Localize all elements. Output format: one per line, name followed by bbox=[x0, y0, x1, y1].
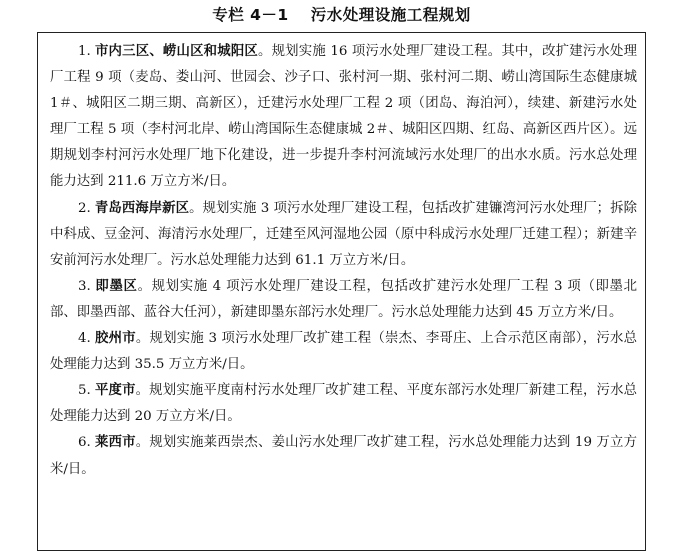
box-title bbox=[0, 4, 683, 26]
item-region: 即墨区 bbox=[94, 278, 138, 294]
item-region: 莱西市 bbox=[94, 435, 136, 451]
box-heading: 污水处理设施工程规划 bbox=[310, 6, 471, 24]
item-region: 平度市 bbox=[94, 383, 136, 399]
plan-item-3 bbox=[50, 274, 637, 326]
plan-item-6 bbox=[50, 430, 637, 482]
plan-item-2 bbox=[50, 196, 637, 274]
item-number: 4. bbox=[78, 331, 91, 347]
item-text: 。规划实施 16 项污水处理厂建设工程。其中，改扩建污水处理厂工程 9 项（麦岛、娄山河、世园会、沙子口、张村河一期、张村河二期、崂山湾国际生态健康城 1＃、城阳区二期三期、高新区），迁建污水处理厂工程 2 项（团岛、海泊河），续建、新建污水处理厂工程 5 项（李村河北岸、崂山湾国际生态健康城 2＃、城阳区四期、红岛、高新区西片区）。远期规划李村河污水处理厂地下化建设，进一步提升李村河流域污水处理厂的出水水质。污水总处理能力达到 211.6 万立方米/日。 bbox=[50, 44, 637, 190]
item-text: 。规划实施 3 项污水处理厂建设工程，包括改扩建镰湾河污水处理厂；拆除中科成、豆金河、海清污水处理厂，迁建至风河湿地公园（原中科成污水处理厂迁建工程）；新建辛安前河污水处理厂。污水总处理能力达到 61.1 万立方米/日。 bbox=[50, 200, 638, 268]
item-text: 。规划实施莱西崇杰、姜山污水处理厂改扩建工程，污水总处理能力达到 19 万立方米/日。 bbox=[50, 435, 637, 477]
item-text: 。规划实施 4 项污水处理厂建设工程，包括改扩建污水处理厂工程 3 项（即墨北部、即墨西部、蓝谷大任河），新建即墨东部污水处理厂。污水总处理能力达到 45 万立方米/日。 bbox=[50, 278, 637, 320]
item-number: 1. bbox=[78, 44, 91, 59]
item-number: 2. bbox=[78, 200, 91, 216]
item-region: 胶州市 bbox=[94, 331, 136, 347]
item-region: 市内三区、崂山区和城阳区 bbox=[94, 44, 259, 59]
item-number: 3. bbox=[78, 278, 91, 294]
item-number: 5. bbox=[78, 383, 91, 399]
plan-item-4 bbox=[50, 326, 637, 378]
item-number: 6. bbox=[78, 435, 91, 451]
item-region: 青岛西海岸新区 bbox=[94, 200, 190, 216]
item-text: 。规划实施 3 项污水处理厂改扩建工程（崇杰、李哥庄、上合示范区南部），污水总处理能力达到 35.5 万立方米/日。 bbox=[50, 331, 637, 373]
item-text: 。规划实施平度南村污水处理厂改扩建工程、平度东部污水处理厂新建工程，污水总处理能力达到 20 万立方米/日。 bbox=[50, 383, 638, 425]
box-label: 专栏 4－1 bbox=[212, 6, 289, 24]
box-frame bbox=[37, 32, 646, 551]
plan-item-1 bbox=[50, 39, 637, 196]
plan-item-5 bbox=[50, 378, 637, 430]
